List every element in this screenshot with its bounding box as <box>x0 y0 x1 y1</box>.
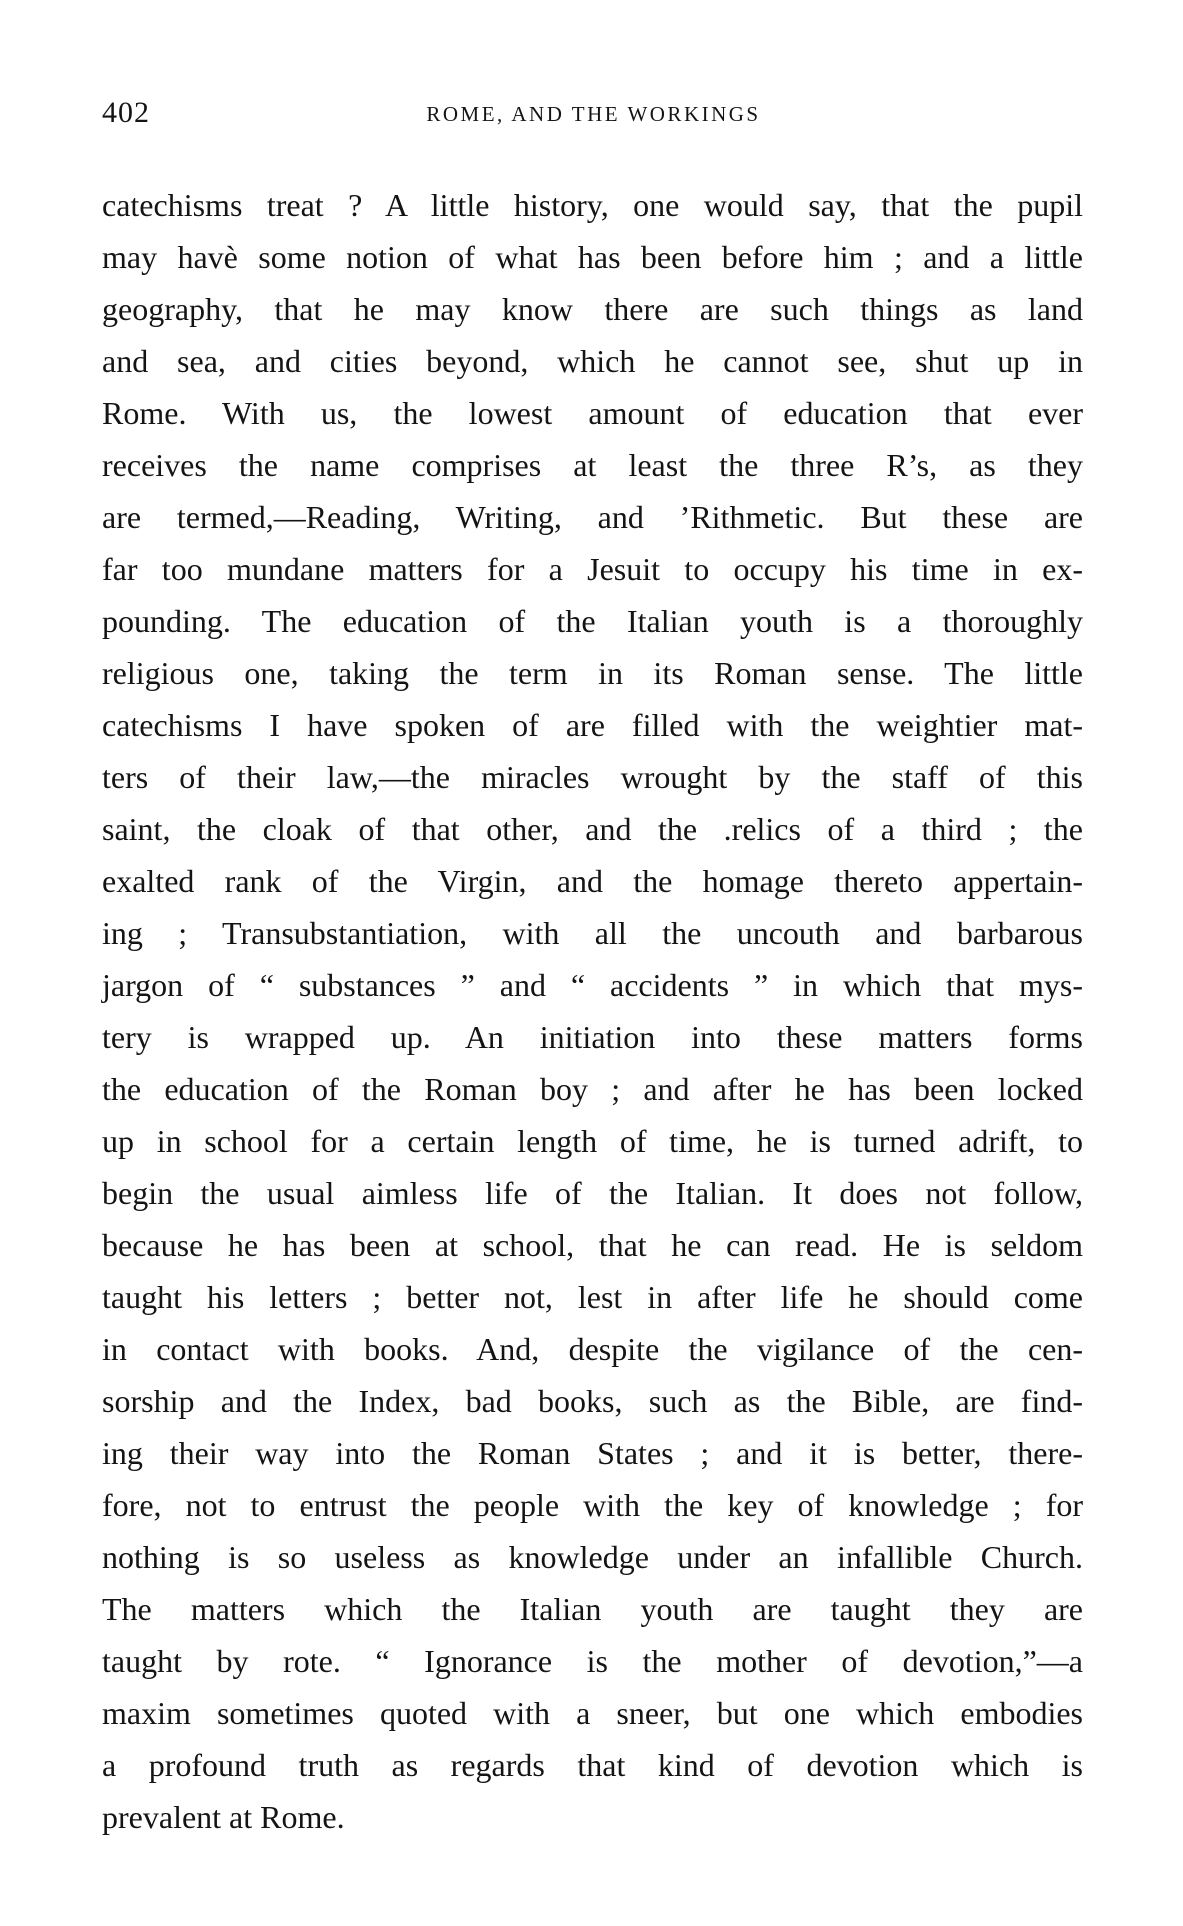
text-line: taught his letters ; better not, lest in after life he should come <box>102 1279 1083 1315</box>
text-line: pounding. The education of the Italian youth is a thoroughly <box>102 603 1083 639</box>
text-line: catechisms treat ? A little history, one would say, that the pupil <box>102 187 1083 223</box>
text-line: saint, the cloak of that other, and the .relics of a third ; the <box>102 811 1083 847</box>
text-line: catechisms I have spoken of are filled with the weightier mat- <box>102 707 1083 743</box>
text-line: maxim sometimes quoted with a sneer, but one which embodies <box>102 1695 1083 1731</box>
text-line: may havè some notion of what has been before him ; and a little <box>102 239 1083 275</box>
text-line: in contact with books. And, despite the vigilance of the cen- <box>102 1331 1083 1367</box>
text-line: Rome. With us, the lowest amount of education that ever <box>102 395 1083 431</box>
text-line: ing ; Transubstantiation, with all the uncouth and barbarous <box>102 915 1083 951</box>
page-number: 402 <box>102 96 150 129</box>
text-line: The matters which the Italian youth are taught they are <box>102 1591 1083 1627</box>
text-line: ters of their law,—the miracles wrought by the staff of this <box>102 759 1083 795</box>
text-line: far too mundane matters for a Jesuit to occupy his time in ex- <box>102 551 1083 587</box>
text-line: fore, not to entrust the people with the key of knowledge ; for <box>102 1487 1083 1523</box>
text-line: begin the usual aimless life of the Italian. It does not follow, <box>102 1175 1083 1211</box>
text-line: ing their way into the Roman States ; and it is better, there- <box>102 1435 1083 1471</box>
text-line: exalted rank of the Virgin, and the homage thereto appertain- <box>102 863 1083 899</box>
text-line: a profound truth as regards that kind of devotion which is <box>102 1747 1083 1783</box>
text-line: taught by rote. “ Ignorance is the mother of devotion,”—a <box>102 1643 1083 1679</box>
text-line: religious one, taking the term in its Roman sense. The little <box>102 655 1083 691</box>
text-line: because he has been at school, that he can read. He is seldom <box>102 1227 1083 1263</box>
text-line: and sea, and cities beyond, which he cannot see, shut up in <box>102 343 1083 379</box>
body-paragraph <box>102 179 1083 1843</box>
text-line: tery is wrapped up. An initiation into these matters forms <box>102 1019 1083 1055</box>
text-line: up in school for a certain length of time, he is turned adrift, to <box>102 1123 1083 1159</box>
text-line: nothing is so useless as knowledge under an infallible Church. <box>102 1539 1083 1575</box>
text-line: receives the name comprises at least the three R’s, as they <box>102 447 1083 483</box>
text-line: prevalent at Rome. <box>102 1799 345 1835</box>
text-line: sorship and the Index, bad books, such as the Bible, are find- <box>102 1383 1083 1419</box>
running-title: ROME, AND THE WORKINGS <box>426 102 761 126</box>
text-line: the education of the Roman boy ; and after he has been locked <box>102 1071 1083 1107</box>
running-head <box>102 96 1085 136</box>
text-line: are termed,—Reading, Writing, and ’Rithmetic. But these are <box>102 499 1083 535</box>
text-line: jargon of “ substances ” and “ accidents ” in which that mys- <box>102 967 1083 1003</box>
text-line: geography, that he may know there are such things as land <box>102 291 1083 327</box>
